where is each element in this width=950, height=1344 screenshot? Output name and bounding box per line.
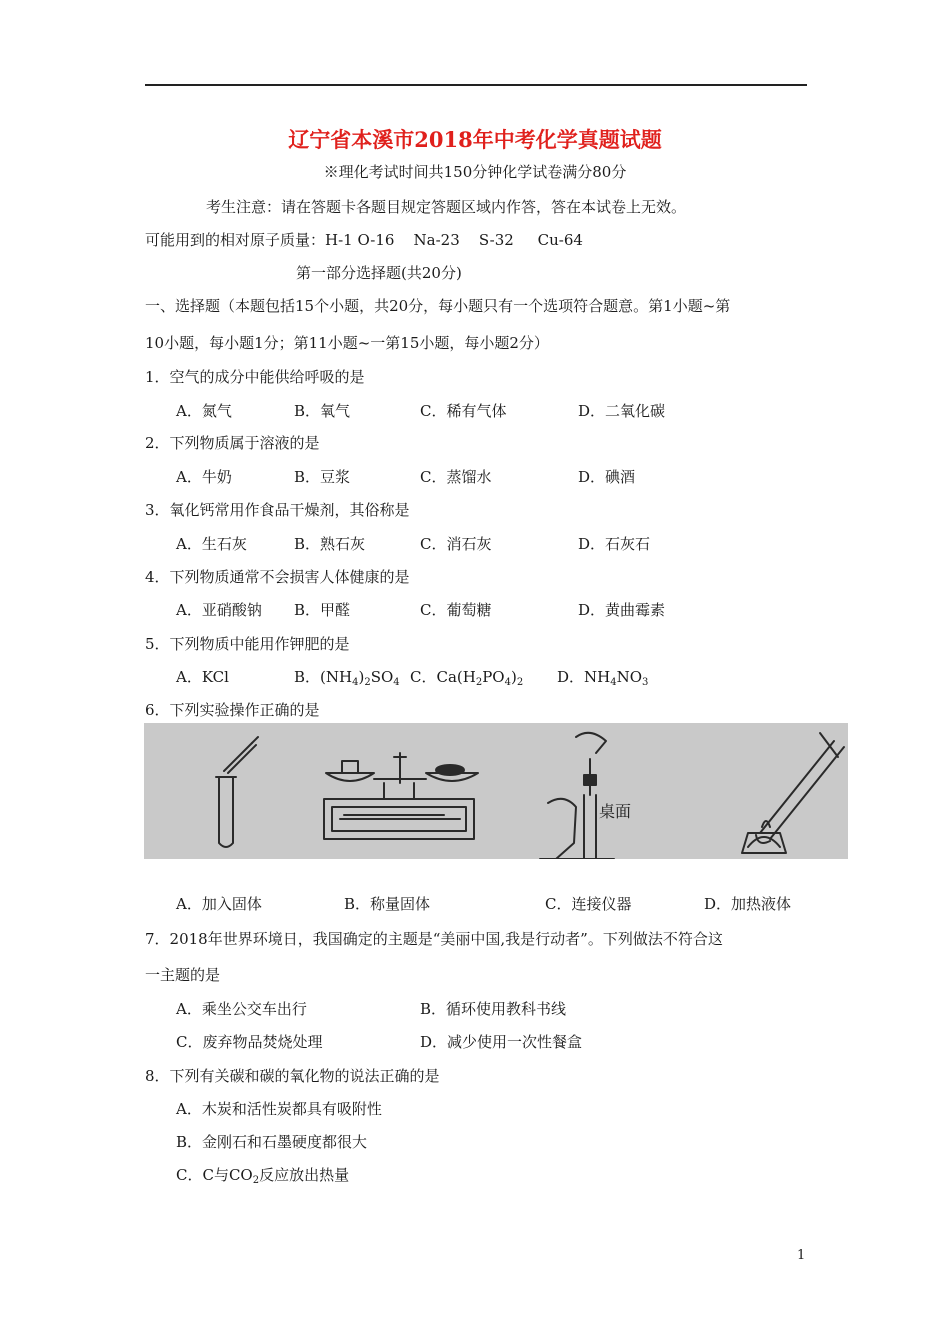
- question-1-option-b: B．氧气: [294, 402, 351, 420]
- exam-notice: 考生注意：请在答题卡各题目规定答题区域内作答，答在本试卷上无效。: [206, 198, 687, 216]
- section-instructions-line2: 10小题，每小题1分；第11小题~一第15小题，每小题2分）: [145, 334, 549, 352]
- question-7-option-c: C．废弃物品焚烧处理: [176, 1033, 323, 1051]
- heating-liquid-icon: [742, 733, 844, 853]
- question-5-option-d: D．$NH_4NO_3$: [557, 668, 649, 688]
- question-8-option-c: C．C与$CO_2$反应放出热量: [176, 1166, 350, 1186]
- test-tube-icon: [216, 737, 258, 847]
- question-4-option-b: B．甲醛: [294, 601, 351, 619]
- connecting-instruments-icon: [540, 733, 614, 859]
- question-3-option-c: C．消石灰: [420, 535, 492, 553]
- question-5-stem: 5．下列物质中能用作钾肥的是: [145, 635, 350, 653]
- lab-operations-figure: [144, 723, 848, 859]
- page-number: 1: [797, 1248, 806, 1263]
- time-note: ※理化考试时间共150分钟化学试卷满分80分: [323, 163, 627, 181]
- question-2-option-d: D．碘酒: [578, 468, 636, 486]
- question-1-option-a: A．氮气: [176, 402, 232, 420]
- question-8-stem: 8．下列有关碳和碳的氧化物的说法正确的是: [145, 1067, 440, 1085]
- balance-scale-icon: [324, 753, 478, 839]
- question-5-option-a: A．KCl: [176, 668, 229, 686]
- question-5-option-c: C．$Ca(H_2PO_4)_2$: [410, 668, 524, 688]
- question-6-option-d: D．加热液体: [704, 895, 792, 913]
- section-title: 第一部分选择题(共20分): [296, 264, 462, 282]
- question-7-stem-line1: 7．2018年世界环境日，我国确定的主题是“美丽中国,我是行动者”。下列做法不符合这: [145, 930, 723, 948]
- table-surface-label: 桌面: [599, 804, 632, 821]
- question-7-option-a: A．乘坐公交车出行: [176, 1000, 307, 1018]
- question-7-option-b: B．循环使用教科书线: [420, 1000, 567, 1018]
- question-6-option-b: B．称量固体: [344, 895, 431, 913]
- question-5-option-b: B．$(NH_4)_2SO_4$: [294, 668, 400, 688]
- question-3-option-a: A．生石灰: [176, 535, 247, 553]
- question-2-option-b: B．豆浆: [294, 468, 351, 486]
- question-3-option-d: D．石灰石: [578, 535, 651, 553]
- exam-title: 辽宁省本溪市2018年中考化学真题试题: [288, 127, 662, 152]
- question-6-option-a: A．加入固体: [176, 895, 262, 913]
- header-rule: [145, 84, 807, 86]
- section-instructions-line1: 一、选择题（本题包括15个小题，共20分，每小题只有一个选项符合题意。第1小题~第: [145, 297, 731, 315]
- question-6-option-c: C．连接仪器: [545, 895, 632, 913]
- question-7-option-d: D．减少使用一次性餐盒: [420, 1033, 583, 1051]
- question-8-option-b: B．金刚石和石墨硬度都很大: [176, 1133, 368, 1151]
- question-2-option-c: C．蒸馏水: [420, 468, 492, 486]
- question-4-option-c: C．葡萄糖: [420, 601, 492, 619]
- question-4-stem: 4．下列物质通常不会损害人体健康的是: [145, 568, 410, 586]
- atomic-masses: 可能用到的相对原子质量：H-1 O-16 Na-23 S-32 Cu-64: [145, 231, 583, 249]
- question-2-option-a: A．牛奶: [176, 468, 232, 486]
- question-2-stem: 2．下列物质属于溶液的是: [145, 434, 320, 452]
- question-3-stem: 3．氧化钙常用作食品干燥剂，其俗称是: [145, 501, 410, 519]
- question-1-stem: 1．空气的成分中能供给呼吸的是: [145, 368, 365, 386]
- question-1-option-d: D．二氧化碳: [578, 402, 666, 420]
- question-6-stem: 6．下列实验操作正确的是: [145, 701, 320, 719]
- question-4-option-d: D．黄曲霉素: [578, 601, 666, 619]
- question-4-option-a: A．亚硝酸钠: [176, 601, 262, 619]
- question-7-stem-line2: 一主题的是: [145, 966, 221, 984]
- question-8-option-a: A．木炭和活性炭都具有吸附性: [176, 1100, 382, 1118]
- question-1-option-c: C．稀有气体: [420, 402, 507, 420]
- question-3-option-b: B．熟石灰: [294, 535, 366, 553]
